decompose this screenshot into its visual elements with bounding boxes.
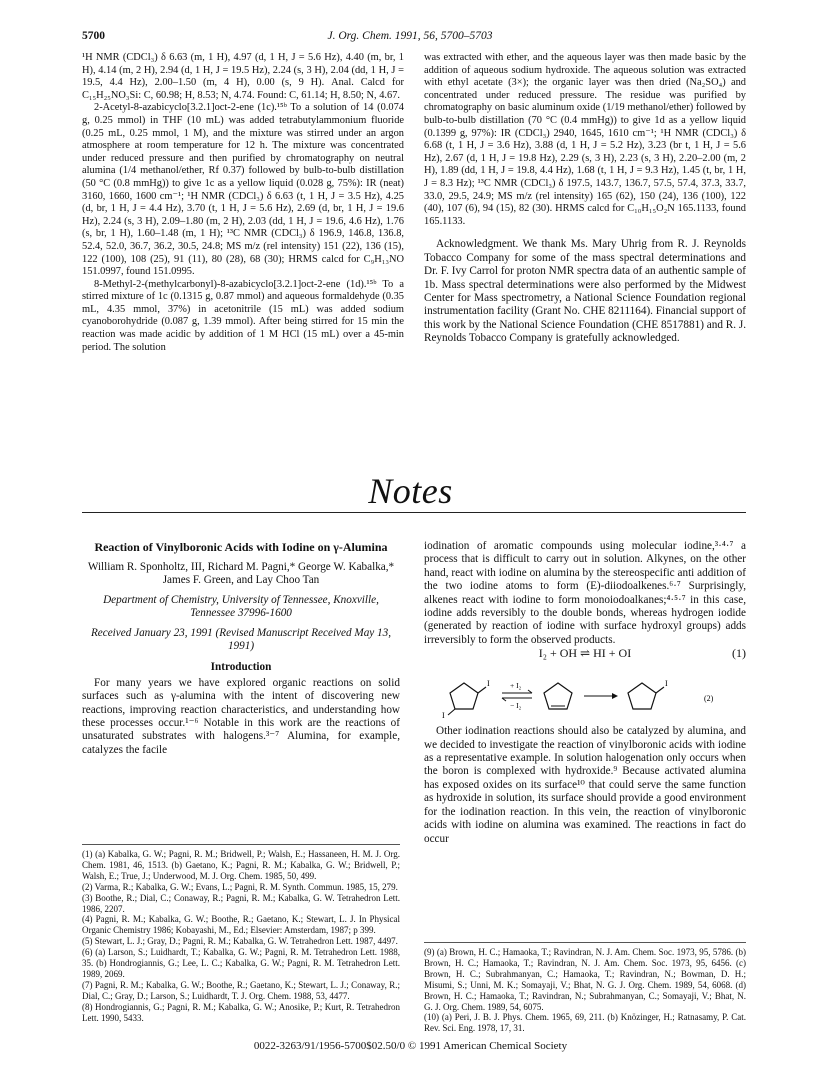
reference-item: (6) (a) Larson, S.; Luidhardt, T.; Kabalka, G. W.; Pagni, R. M. Tetrahedron Lett. 1988, 35. (b) Hondrogiannis, G.; Lee, L. C.; Kabalka, G. W.; Pagni, R. M. Tetrahedron Lett. 1989, 2069. — [82, 947, 400, 979]
journal-citation: J. Org. Chem. 1991, 56, 5700–5703 — [327, 30, 493, 42]
diiodocyclopentane-structure — [442, 679, 490, 719]
svg-text:I: I — [442, 711, 445, 720]
reference-item: (8) Hondrogiannis, G.; Pagni, R. M.; Kabalka, G. W.; Anosike, P.; Kurt, R. Tetrahedron Lett. 1990, 5433. — [82, 1001, 400, 1023]
reaction-scheme-2 — [424, 671, 746, 719]
reference-item: (1) (a) Kabalka, G. W.; Pagni, R. M.; Bridwell, P.; Walsh, E.; Hassaneen, H. M. J. Org. Chem. 1981, 46, 1513. (b) Gaetano, K.; Pagni, R. M.; Kabalka, G. W.; Bridwell, P.; Walsh, E.; True, J.; Underwood, M. J. Org. Chem. 1985, 50, 499. — [82, 849, 400, 881]
article-affiliation: Department of Chemistry, University of Tennessee, Knoxville, Tennessee 37996-1600 — [103, 593, 379, 620]
svg-text:I: I — [665, 679, 668, 689]
top-right-column — [424, 52, 746, 346]
equation-1 — [424, 647, 746, 669]
equilibrium-arrows — [502, 681, 532, 710]
notes-section-title: Notes — [368, 471, 453, 511]
forward-arrow — [584, 693, 618, 699]
article-right-column — [424, 540, 746, 846]
reference-item: (7) Pagni, R. M.; Kabalka, G. W.; Boothe, R.; Gaetano, K.; Stewart, L. J.; Conaway, R.; Dial, C.; Gray, D.; Larson, S.; Luidhardt, T. J. Org. Chem. 1988, 53, 4477. — [82, 979, 400, 1001]
scheme-reverse-label: − I₂ — [510, 701, 522, 711]
introduction-paragraph: For many years we have explored organic reactions on solid surfaces such as γ-alumina with the intent of discovering new reactions, improving reaction characteristics, and understanding how these processes occur.¹⁻⁶ Notable in this work are the reactions of unsaturated substrates with halogens.³⁻⁷ Alumina, for example, catalyzes the facile — [82, 676, 400, 756]
cyclopentene-structure — [544, 683, 572, 709]
vinylboronic-acid-paragraph: Other iodination reactions should also be catalyzed by alumina, and we decided to investigate the reaction of vinylboronic acids with iodine as a representative example. In solution halogenation only occurs when the boron is complexed with hydroxide.⁹ Because activated alumina has exposed oxides on its surface¹⁰ that could serve the same function as hydroxide in solution, its surface should provide a good environment for the iodination reaction. In this vein, the reaction of vinylboronic acids with iodine on alumina was examined. The reactions in fact do occur — [424, 725, 746, 845]
scheme-forward-label: + I₂ — [510, 681, 522, 691]
compound-1d-paragraph: 8-Methyl-2-(methylcarbonyl)-8-azabicyclo[3.2.1]oct-2-ene (1d).¹⁵ᵇ To a stirred mixture of 1c (0.1315 g, 0.87 mmol) and aqueous formaldehyde (0.35 mL, 4.35 mmol, 37%) in acetonitrile (15 mL) was added sodium cyanoborohydride (0.087 g, 1.39 mmol). After being stirred for 15 min the reaction was made acidic by addition of 1 M HCl (15 mL) over a 45-min period. The solution — [82, 278, 404, 353]
cyclopentene-iodination-scheme — [424, 671, 746, 719]
purification-paragraph: was extracted with ether, and the aqueous layer was then made basic by the addition of aqueous sodium hydroxide. The aqueous solution was extracted with ethyl acetate (3×); the organic layer was then dried (Na₂SO₄) and concentrated under reduced pressure. The residue was purified by chromatography on basic aluminum oxide (1/19 methanol/ether) followed by bulb-to-bulb distillation (70 °C (0.4 mmHg)) to give 1d as a yellow liquid (0.1399 g, 97%): IR (CDCl₃) 2940, 1645, 1610 cm⁻¹; ¹H NMR (CDCl₃) δ 6.68 (t, 1 H, J = 3.6 Hz), 3.88 (d, 1 H, J = 5.2 Hz), 3.23 (br t, 1 H, J = 5.6 Hz), 2.67 (d, 1 H, J = 19.8 Hz), 2.29 (s, 3 H), 2.23 (s, 3 H), 2.20–2.00 (m, 2 H), 1.89 (dd, 1 H, J = 19.8, 4.4 Hz), 1.68 (t, 1 H, J = 9.3 Hz), 1.45 (t, br, 1 H, J = 8.3 Hz); ¹³C NMR (CDCl₃) δ 197.5, 143.7, 136.7, 57.5, 57.4, 37.3, 33.7, 33.0, 29.5, 24.9; MS m/z (rel intensity) 165 (62), 150 (24), 136 (100), 122 (40), 107 (6), 94 (15), 82 (30). HRMS calcd for C₁₀H₁₅O₂N 165.1133, found 165.1133. — [424, 52, 746, 227]
equation-text: I₂ + OH ⇌ HI + OI — [538, 646, 632, 661]
top-left-column — [82, 52, 404, 354]
reference-item: (10) (a) Peri, J. B. J. Phys. Chem. 1965, 69, 211. (b) Knözinger, H.; Ratnasamy, P. Cat. Rev. Sci. Eng. 1978, 17, 31. — [424, 1012, 746, 1034]
reference-item: (3) Boothe, R.; Dial, C.; Conaway, R.; Pagni, R. M.; Kabalka, G. W. Tetrahedron Lett. 1986, 2207. — [82, 892, 400, 914]
page-number: 5700 — [82, 30, 105, 42]
reference-item: (9) (a) Brown, H. C.; Hamaoka, T.; Ravindran, N. J. Am. Chem. Soc. 1973, 95, 5786. (b) Brown, H. C.; Hamaoka, T.; Ravindran, N. J. Am. Chem. Soc. 1973, 95, 6456. (c) Brown, H. C.; Subrahmanyan, C.; Hamaoka, T.; Ravindran, N.; Bowman, D. H.; Misumi, S.; Unni, M. K.; Somayaji, V.; Bhat, N. G. J. Org. Chem. 1989, 54, 6068. (d) Brown, H. C.; Hamaoka, T.; Ravindran, N.; Subrahmanyan, C.; Somayaji, V.; Bhat, N. G. J. Org. Chem. 1989, 54, 6075. — [424, 947, 746, 1012]
reference-item: (4) Pagni, R. M.; Kabalka, G. W.; Boothe, R.; Gaetano, K.; Stewart, L. J. In Physical Organic Chemistry 1986; Kobayashi, M., Ed.; Elsevier: Amsterdam, 1987; p 399. — [82, 914, 400, 936]
iodination-paragraph: iodination of aromatic compounds using molecular iodine,³·⁴·⁷ a process that is difficult to carry out in solution. Alkynes, on the other hand, react with iodine on alumina by the stereospecific anti addition of the two iodine atoms to form (E)-diiodoalkenes.⁶·⁷ Surprisingly, alkenes react with iodine to form monoiodoalkanes;⁴·⁵·⁷ in this case, iodine adds reversibly to the double bonds, whereas hydrogen iodide (generated by reaction of iodine with surface hydroxyl groups) adds irreversibly to form the observed products. — [424, 540, 746, 646]
article-received-date: Received January 23, 1991 (Revised Manuscript Received May 13, 1991) — [90, 626, 392, 653]
section-divider — [82, 512, 746, 513]
equation-number: (1) — [732, 646, 746, 661]
scheme-number: (2) — [704, 694, 714, 704]
iodocyclopentane-structure — [628, 679, 668, 709]
compound-1c-paragraph: 2-Acetyl-8-azabicyclo[3.2.1]oct-2-ene (1c).¹⁵ᵇ To a solution of 14 (0.074 g, 0.25 mmol) in THF (10 mL) was added tetrabutylammonium fluoride (0.25 mL, 0.25 mmol, 1 M), and the mixture was stirred under an argon atmosphere at room temperature for 12 h. The mixture was concentrated under reduced pressure and then purified by chromatography on neutral alumina (1/4 methanol/ether, Rf 0.37) followed by bulb-to-bulb distillation (50 °C (0.8 mmHg)) to give 1c as a yellow liquid (0.028 g, 75%): IR (neat) 3160, 1660, 1600 cm⁻¹; ¹H NMR (CDCl₃) δ 6.63 (t, 1 H, J = 3.5 Hz), 4.25 (d, br, 1 H, J = 4.4 Hz), 3.70 (t, 1 H, J = 5.6 Hz), 2.69 (d, br, 1 H, J = 19.6 Hz), 2.24 (s, 3 H), 2.09–1.80 (m, 2 H), 2.03 (dd, 1 H, J = 19.6, 4.6 Hz), 1.76 (s, br, 1 H), 1.60–1.48 (m, 1 H); ¹³C NMR (CDCl₃) δ 196.9, 146.8, 136.8, 52.4, 52.0, 36.7, 36.2, 30.5, 24.8; MS m/z (rel intensity) 151 (22), 136 (15), 122 (100), 108 (25), 91 (11), 80 (28), 68 (30); HRMS calcd for C₉H₁₃NO 151.0997, found 151.0995. — [82, 102, 404, 278]
reference-item: (2) Varma, R.; Kabalka, G. W.; Evans, L.; Pagni, R. M. Synth. Commun. 1985, 15, 279. — [82, 881, 398, 892]
svg-text:I: I — [487, 679, 490, 689]
references-left — [82, 844, 400, 1024]
article-title: Reaction of Vinylboronic Acids with Iodine on γ-Alumina — [94, 540, 388, 554]
article-authors: William R. Sponholtz, III, Richard M. Pagni,* George W. Kabalka,* James F. Green, and Lay Choo Tan — [87, 561, 395, 587]
references-right — [424, 942, 746, 1034]
article-left-column — [82, 540, 400, 757]
reference-item: (5) Stewart, L. J.; Gray, D.; Pagni, R. M.; Kabalka, G. W. Tetrahedron Lett. 1987, 4497. — [82, 936, 398, 947]
acknowledgment-paragraph: Acknowledgment. We thank Ms. Mary Uhrig from R. J. Reynolds Tobacco Company for some of the mass spectral determinations and Dr. F. Ivy Carrol for proton NMR spectra data of an authentic sample of 1b. Mass spectral determinations were also performed by the Midwest Center for Mass spectrometry, a National Science Foundation regional instrumentation facility (Grant No. CHE 8211164). Financial support of this work by the National Science Foundation (CHE 8517881) and R. J. Reynolds Tobacco Company is gratefully acknowledged. — [424, 238, 746, 345]
copyright-footer: 0022-3263/91/1956-5700$02.50/0 © 1991 American Chemical Society — [253, 1040, 568, 1052]
nmr-data-paragraph: ¹H NMR (CDCl₃) δ 6.63 (m, 1 H), 4.97 (d, 1 H, J = 5.6 Hz), 4.40 (m, br, 1 H), 4.14 (m, 2 H), 2.94 (d, 1 H, J = 19.5 Hz), 2.24 (s, 3 H), 2.04 (dd, 1 H, J = 19.5, 4.4 Hz), 2.00–1.50 (m, 4 H), 0.00 (s, 9 H). Anal. Calcd for C₁₅H₂₅NO₃Si: C, 60.98; H, 8.53; N, 4.74. Found: C, 61.14; H, 8.50; N, 4.67. — [82, 52, 404, 101]
section-heading-introduction: Introduction — [210, 661, 272, 674]
page-header — [82, 30, 738, 48]
